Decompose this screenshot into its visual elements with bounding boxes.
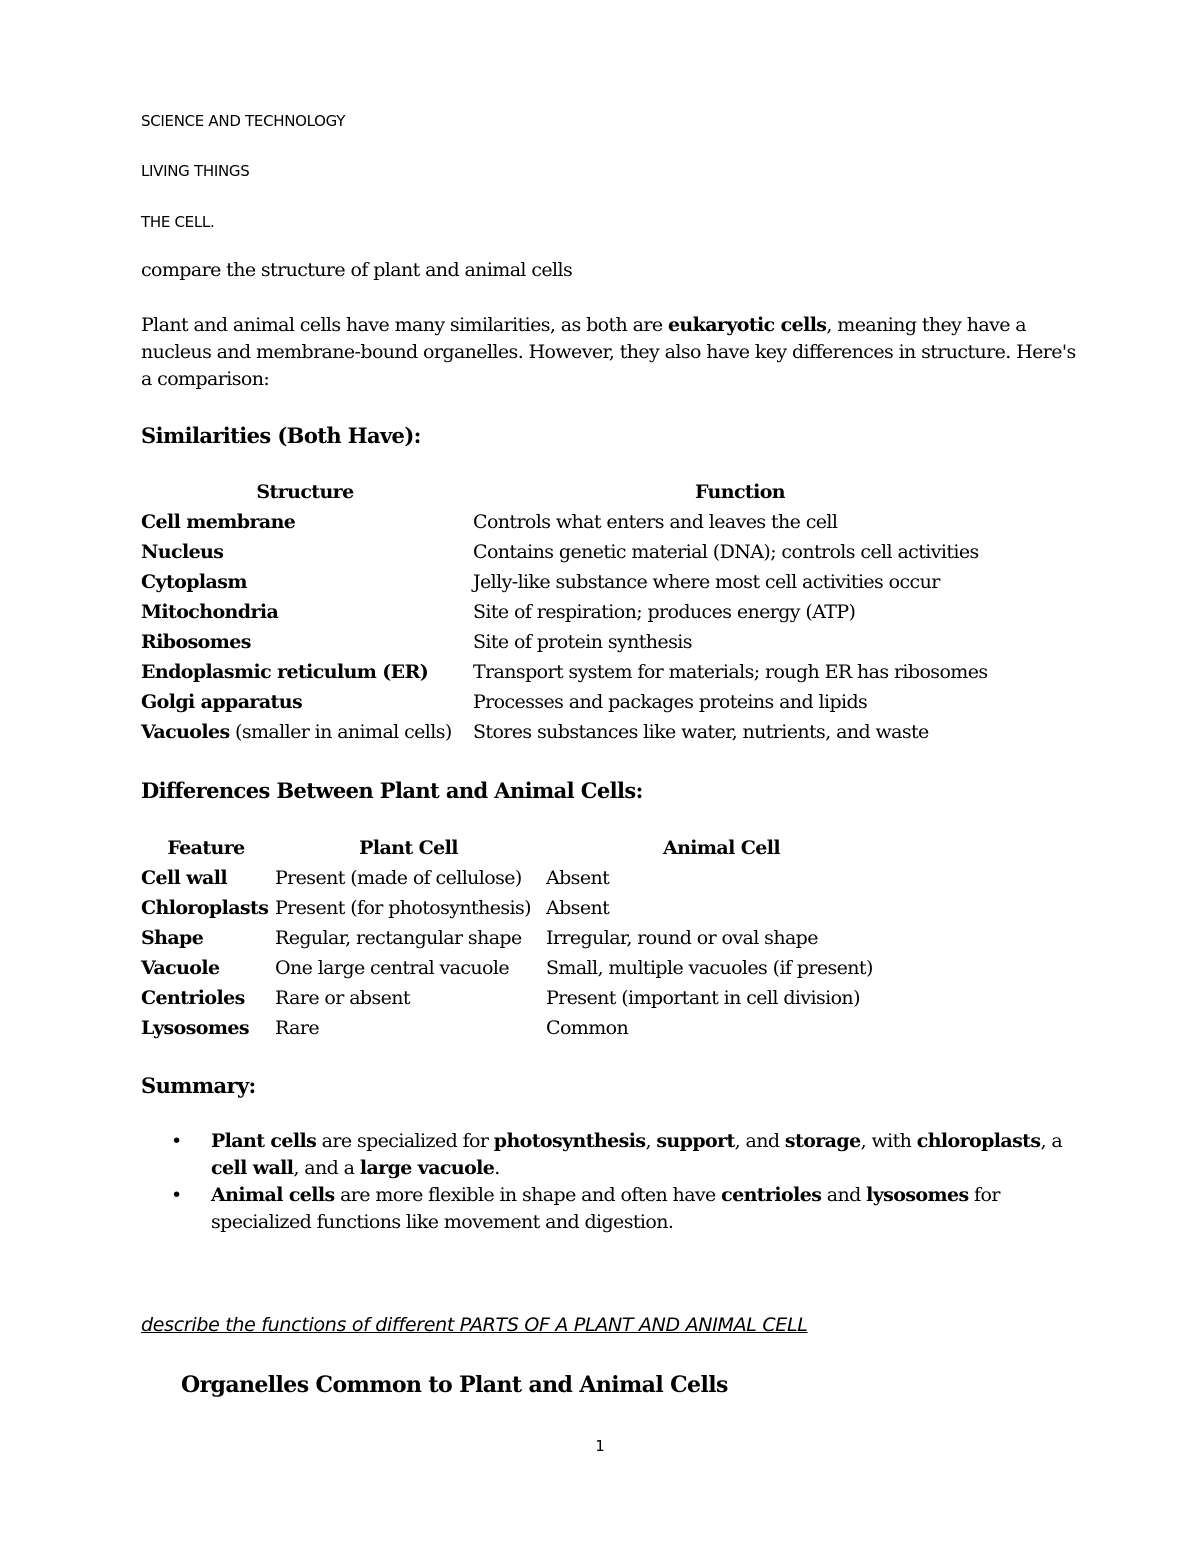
- intro-text-1: Plant and animal cells have many similarities, as both are: [141, 314, 668, 336]
- objective-compare: compare the structure of plant and animal cells: [141, 259, 573, 281]
- header-topic: LIVING THINGS: [141, 162, 250, 180]
- summary-bold: chloroplasts: [916, 1130, 1041, 1152]
- feature-cell: Cell wall: [141, 867, 227, 889]
- plant-cell: Present (for photosynthesis): [275, 897, 531, 919]
- summary-text: ,: [645, 1130, 657, 1152]
- summary-text: are more flexible in shape and often have: [334, 1184, 722, 1206]
- summary-list: [171, 1128, 1071, 1236]
- structure-cell: Nucleus: [141, 541, 224, 563]
- intro-paragraph: [141, 312, 1081, 393]
- summary-bold: support: [656, 1130, 735, 1152]
- structure-cell: Cell membrane: [141, 511, 296, 533]
- table-header-row: [141, 833, 901, 863]
- summary-text: are specialized for: [316, 1130, 494, 1152]
- similarities-table: [141, 477, 1011, 747]
- summary-text: .: [494, 1157, 500, 1179]
- summary-heading: Summary:: [141, 1073, 256, 1098]
- differences-table: [141, 833, 901, 1043]
- summary-bold: storage: [784, 1130, 861, 1152]
- animal-cell: Absent: [546, 867, 610, 889]
- table-row: [141, 597, 1011, 627]
- summary-bold: cell wall: [211, 1157, 294, 1179]
- col-feature: Feature: [167, 837, 245, 859]
- structure-note: (smaller in animal cells): [229, 721, 452, 743]
- plant-cell: Present (made of cellulose): [275, 867, 522, 889]
- table-row: [141, 863, 901, 893]
- organelles-heading: Organelles Common to Plant and Animal Cells: [181, 1372, 728, 1398]
- table-header-row: [141, 477, 1011, 507]
- structure-cell: Ribosomes: [141, 631, 251, 653]
- function-cell: Contains genetic material (DNA); controls cell activities: [473, 541, 979, 563]
- list-item: [171, 1128, 1071, 1182]
- animal-cell: Small, multiple vacuoles (if present): [546, 957, 873, 979]
- table-row: [141, 687, 1011, 717]
- table-row: [141, 627, 1011, 657]
- function-cell: Site of respiration; produces energy (ATP): [473, 601, 856, 623]
- feature-cell: Centrioles: [141, 987, 245, 1009]
- summary-text: for specialized functions like movement and digestion.: [211, 1184, 1000, 1233]
- plant-cell: Rare: [275, 1017, 319, 1039]
- plant-cell: One large central vacuole: [275, 957, 510, 979]
- structure-cell: Cytoplasm: [141, 571, 247, 593]
- summary-bold: Plant cells: [211, 1130, 317, 1152]
- structure-cell: Golgi apparatus: [141, 691, 303, 713]
- summary-bold: centrioles: [721, 1184, 822, 1206]
- col-animal-cell: Animal Cell: [662, 837, 781, 859]
- bullet-icon: •: [171, 1184, 182, 1206]
- feature-cell: Vacuole: [141, 957, 220, 979]
- structure-cell: Mitochondria: [141, 601, 279, 623]
- structure-name: Vacuoles: [141, 721, 230, 743]
- animal-cell: Irregular, round or oval shape: [546, 927, 818, 949]
- summary-bold: lysosomes: [866, 1184, 969, 1206]
- col-plant-cell: Plant Cell: [359, 837, 458, 859]
- header-subtopic: THE CELL.: [141, 213, 215, 231]
- feature-cell: Chloroplasts: [141, 897, 269, 919]
- feature-cell: Shape: [141, 927, 204, 949]
- function-cell: Processes and packages proteins and lipids: [473, 691, 868, 713]
- animal-cell: Present (important in cell division): [546, 987, 860, 1009]
- plant-cell: Rare or absent: [275, 987, 410, 1009]
- list-item: [171, 1182, 1071, 1236]
- function-cell: Jelly-like substance where most cell activities occur: [473, 571, 940, 593]
- summary-bold: large vacuole: [359, 1157, 495, 1179]
- structure-cell: Endoplasmic reticulum (ER): [141, 661, 429, 683]
- intro-text-2: , meaning they have a nucleus and membrane-bound organelles. However, they also have key differences in structure. Here's a comparison:: [141, 314, 1076, 390]
- col-function: Function: [694, 481, 786, 503]
- table-row: [141, 893, 901, 923]
- table-row: [141, 717, 1011, 747]
- animal-cell: Common: [546, 1017, 629, 1039]
- function-cell: Transport system for materials; rough ER has ribosomes: [473, 661, 988, 683]
- table-row: [141, 1013, 901, 1043]
- structure-cell: [141, 717, 473, 747]
- header-subject: SCIENCE AND TECHNOLOGY: [141, 112, 346, 130]
- table-row: [141, 507, 1011, 537]
- plant-cell: Regular, rectangular shape: [275, 927, 522, 949]
- objective-describe: describe the functions of different PARTS OF A PLANT AND ANIMAL CELL: [141, 1314, 808, 1336]
- table-row: [141, 537, 1011, 567]
- animal-cell: Absent: [546, 897, 610, 919]
- summary-text: , and: [734, 1130, 785, 1152]
- summary-bold: photosynthesis: [493, 1130, 646, 1152]
- intro-bold: eukaryotic cells: [667, 314, 827, 336]
- function-cell: Stores substances like water, nutrients, and waste: [473, 721, 929, 743]
- summary-text: , with: [860, 1130, 917, 1152]
- summary-bold: Animal cells: [211, 1184, 335, 1206]
- similarities-heading: Similarities (Both Have):: [141, 423, 421, 448]
- summary-text: and: [821, 1184, 867, 1206]
- col-structure: Structure: [256, 481, 354, 503]
- summary-text: , and a: [293, 1157, 360, 1179]
- table-row: [141, 923, 901, 953]
- function-cell: Controls what enters and leaves the cell: [473, 511, 838, 533]
- function-cell: Site of protein synthesis: [473, 631, 692, 653]
- bullet-icon: •: [171, 1130, 182, 1152]
- table-row: [141, 567, 1011, 597]
- feature-cell: Lysosomes: [141, 1017, 249, 1039]
- summary-text: , a: [1040, 1130, 1063, 1152]
- table-row: [141, 983, 901, 1013]
- table-row: [141, 657, 1011, 687]
- page-number: 1: [595, 1437, 605, 1455]
- table-row: [141, 953, 901, 983]
- differences-heading: Differences Between Plant and Animal Cells:: [141, 778, 643, 803]
